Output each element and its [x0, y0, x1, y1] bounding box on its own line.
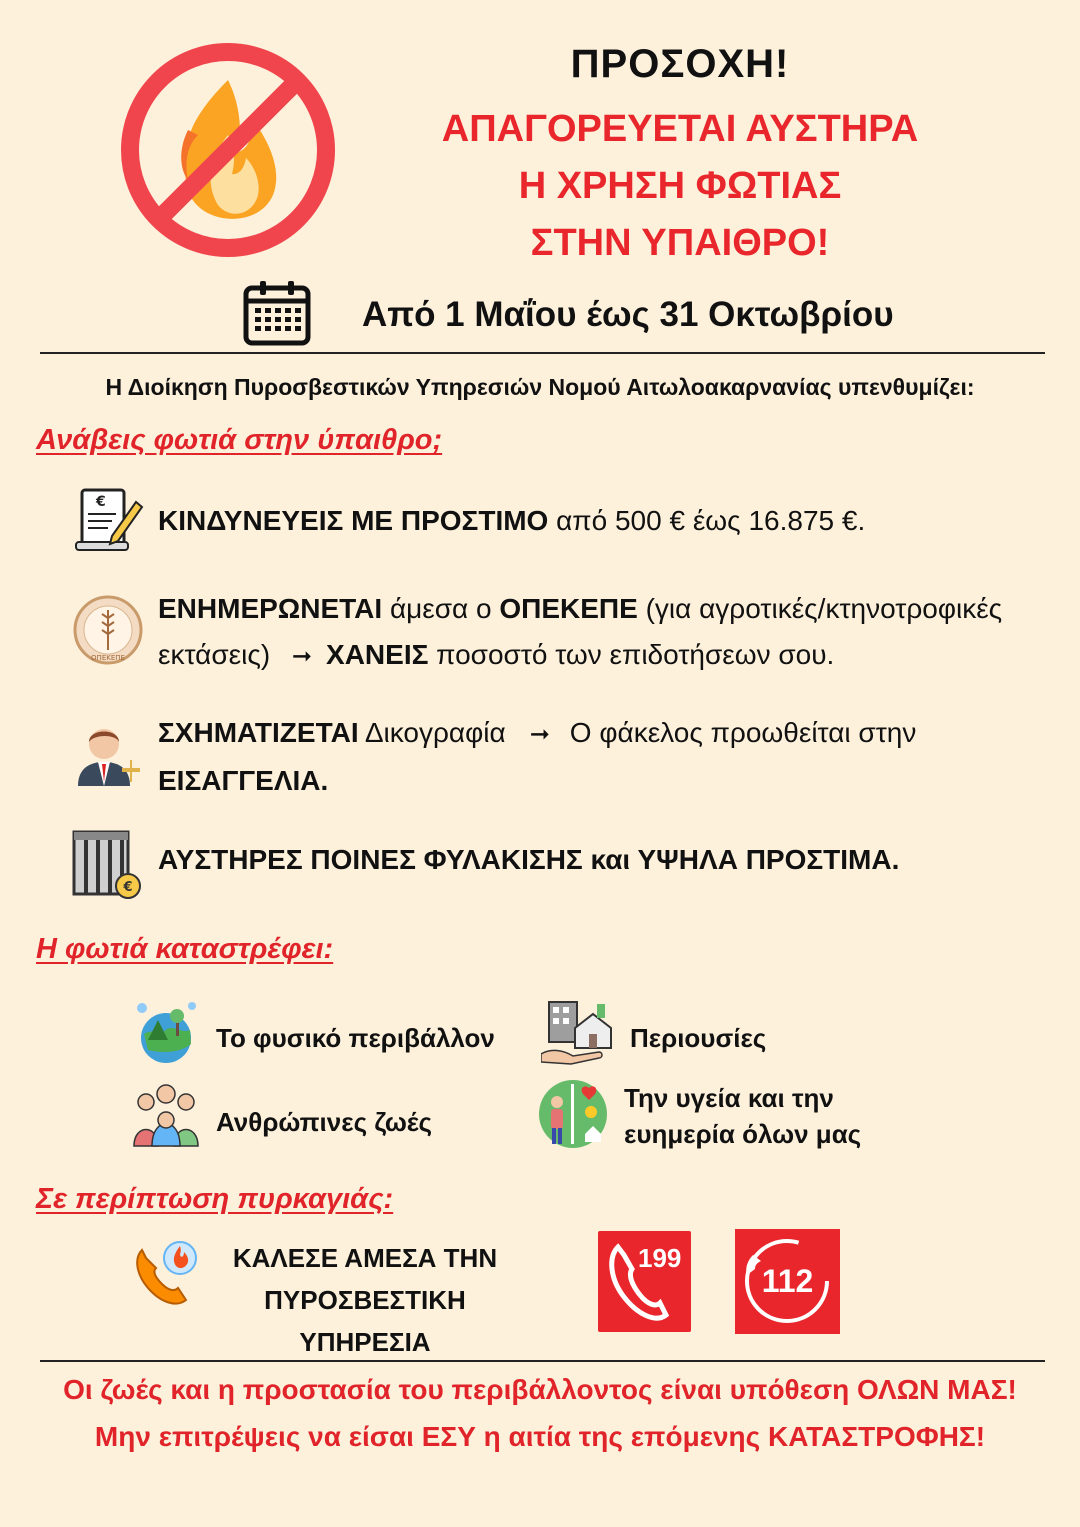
fine-document-icon	[72, 484, 144, 556]
damage-property: Περιουσίες	[630, 1023, 767, 1053]
page-title: ΠΡΟΣΟΧΗ!	[570, 42, 790, 86]
footer-line-2: Μην επιτρέψεις να είσαι ΕΣΥ η αιτία της επόμενης ΚΑΤΑΣΤΡΟΦΗΣ!	[94, 1421, 986, 1452]
nature-globe-icon	[134, 1000, 198, 1064]
phone-fire-icon	[132, 1240, 200, 1308]
ban-line-1: ΑΠΑΓΟΡΕΥΕΤΑΙ ΑΥΣΤΗΡΑ	[441, 108, 919, 150]
lawyer-icon	[72, 716, 144, 788]
jail-text: ΑΥΣΤΗΡΕΣ ΠΟΙΝΕΣ ΦΥΛΑΚΙΣΗΣ και ΥΨΗΛΑ ΠΡΟΣΤΙΜΑ.	[158, 844, 900, 875]
section-heading-emergency: Σε περίπτωση πυρκαγιάς:	[36, 1183, 394, 1215]
opekepe-text: ΕΝΗΜΕΡΩΝΕΤΑΙ άμεσα ο ΟΠΕΚΕΠΕ (για αγροτικές/κτηνοτροφικές εκτάσεις) ➞ ΧΑΝΕΙΣ ποσοστό των επιδοτήσεων σου.	[158, 586, 1048, 680]
call-instruction: ΚΑΛΕΣΕ ΑΜΕΣΑ ΤΗΝ ΠΥΡΟΣΒΕΣΤΙΚΗ ΥΠΗΡΕΣΙΑ	[232, 1243, 498, 1357]
opekepe-logo-icon	[72, 594, 144, 666]
divider	[40, 352, 1045, 354]
property-icon	[541, 998, 613, 1066]
section-heading-fire: Ανάβεις φωτιά στην ύπαιθρο;	[36, 424, 443, 456]
arrow-icon: ➞	[291, 643, 313, 670]
fine-text: ΚΙΝΔΥΝΕΥΕΙΣ ΜΕ ΠΡΟΣΤΙΜΟ από 500 € έως 16.875 €.	[158, 505, 866, 536]
jail-icon	[72, 830, 144, 902]
emergency-112-badge[interactable]	[735, 1229, 840, 1334]
intro-text: Η Διοίκηση Πυροσβεστικών Υπηρεσιών Νομού Αιτωλοακαρνανίας υπενθυμίζει:	[105, 374, 975, 400]
svg-text:€: €	[123, 880, 133, 895]
ban-line-2: Η ΧΡΗΣΗ ΦΩΤΙΑΣ	[518, 165, 842, 207]
number-199: 199	[638, 1243, 682, 1273]
lawsuit-text: ΣΧΗΜΑΤΙΖΕΤΑΙ Δικογραφία ➞ Ο φάκελος προωθείται στην ΕΙΣΑΓΓΕΛΙΑ.	[158, 710, 1048, 804]
fire-service-199-badge[interactable]	[598, 1231, 691, 1332]
ban-period: Από 1 Μαΐου έως 31 Οκτωβρίου	[362, 295, 894, 334]
svg-text:ΟΠΕΚΕΠΕ: ΟΠΕΚΕΠΕ	[91, 654, 125, 662]
damage-nature: Το φυσικό περιβάλλον	[216, 1023, 495, 1053]
people-icon	[132, 1080, 200, 1148]
svg-text:€: €	[96, 494, 106, 510]
health-icon	[537, 1078, 609, 1150]
section-heading-destroys: Η φωτιά καταστρέφει:	[36, 933, 334, 965]
damage-lives: Ανθρώπινες ζωές	[216, 1107, 433, 1137]
ban-line-3: ΣΤΗΝ ΥΠΑΙΘΡΟ!	[530, 222, 830, 264]
no-fire-icon	[118, 40, 338, 260]
calendar-icon	[243, 280, 311, 346]
divider	[40, 1360, 1045, 1362]
arrow-icon: ➞	[529, 721, 550, 748]
footer-line-1: Οι ζωές και η προστασία του περιβάλλοντος είναι υπόθεση ΟΛΩΝ ΜΑΣ!	[63, 1374, 1017, 1405]
header-title-block	[380, 42, 980, 272]
damage-health: Την υγεία και την ευημερία όλων μας	[624, 1083, 862, 1149]
number-112: 112	[761, 1263, 814, 1299]
